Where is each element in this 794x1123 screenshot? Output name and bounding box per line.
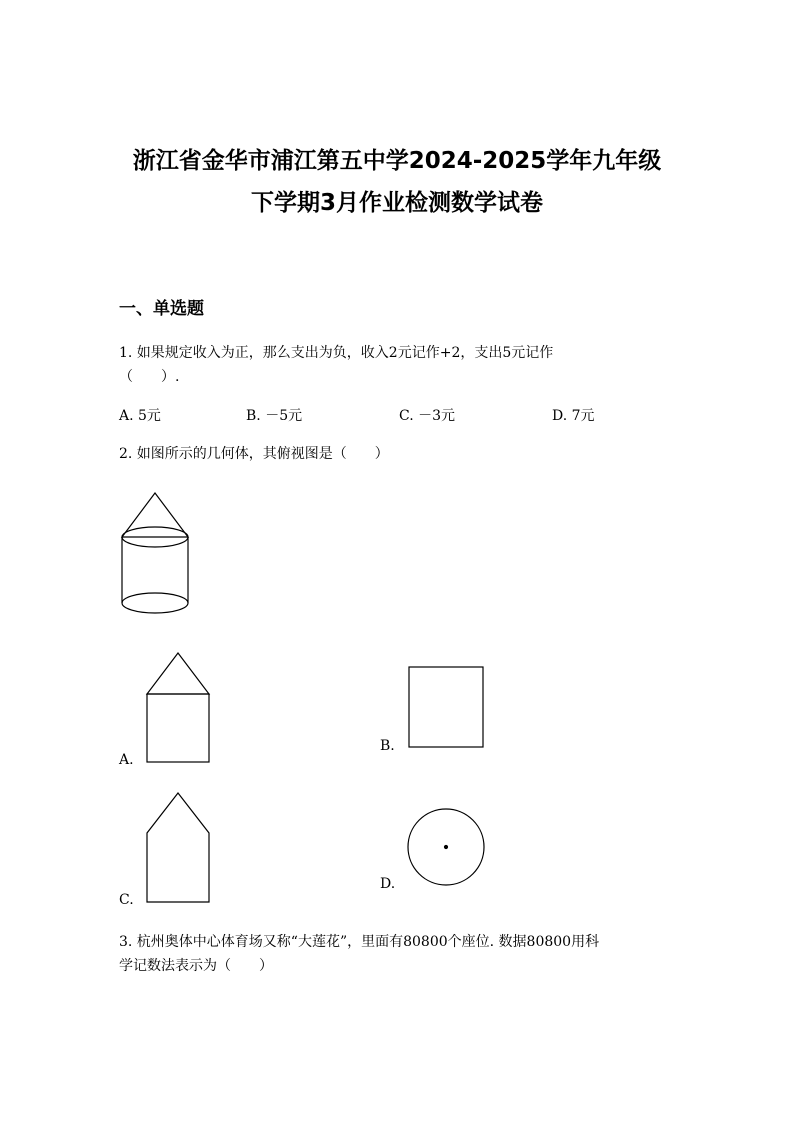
option-d-figure bbox=[408, 809, 484, 885]
option-a-figure bbox=[147, 653, 209, 762]
document-title-line1: 浙江省金华市浦江第五中学2024-2025学年九年级 bbox=[132, 148, 662, 174]
question-1-option-c: C. －3元 bbox=[399, 408, 456, 424]
option-b-figure bbox=[409, 667, 483, 747]
question-2-option-a-label: A. bbox=[119, 752, 134, 768]
question-2-option-c-label: C. bbox=[119, 892, 134, 908]
section-heading: 一、单选题 bbox=[119, 299, 204, 319]
cone-cylinder-solid-figure bbox=[122, 493, 188, 613]
question-1-text-cont: （ ）. bbox=[119, 369, 180, 385]
question-2-option-d-label: D. bbox=[380, 876, 396, 892]
option-c-figure bbox=[147, 793, 209, 902]
question-1-option-a: A. 5元 bbox=[119, 408, 161, 424]
document-title-line2: 下学期3月作业检测数学试卷 bbox=[250, 190, 543, 216]
question-1-text: 1. 如果规定收入为正，那么支出为负，收入2元记作+2，支出5元记作 bbox=[119, 345, 554, 361]
question-2-option-b-label: B. bbox=[380, 738, 395, 754]
question-2-text: 2. 如图所示的几何体，其俯视图是（ ） bbox=[119, 446, 389, 462]
question-1-option-d: D. 7元 bbox=[552, 408, 595, 424]
question-3-text: 3. 杭州奥体中心体育场又称“大莲花”，里面有80800个座位. 数据80800用科 bbox=[119, 934, 600, 950]
question-3-text-cont: 学记数法表示为（ ） bbox=[119, 958, 273, 974]
question-1-option-b: B. －5元 bbox=[246, 408, 303, 424]
